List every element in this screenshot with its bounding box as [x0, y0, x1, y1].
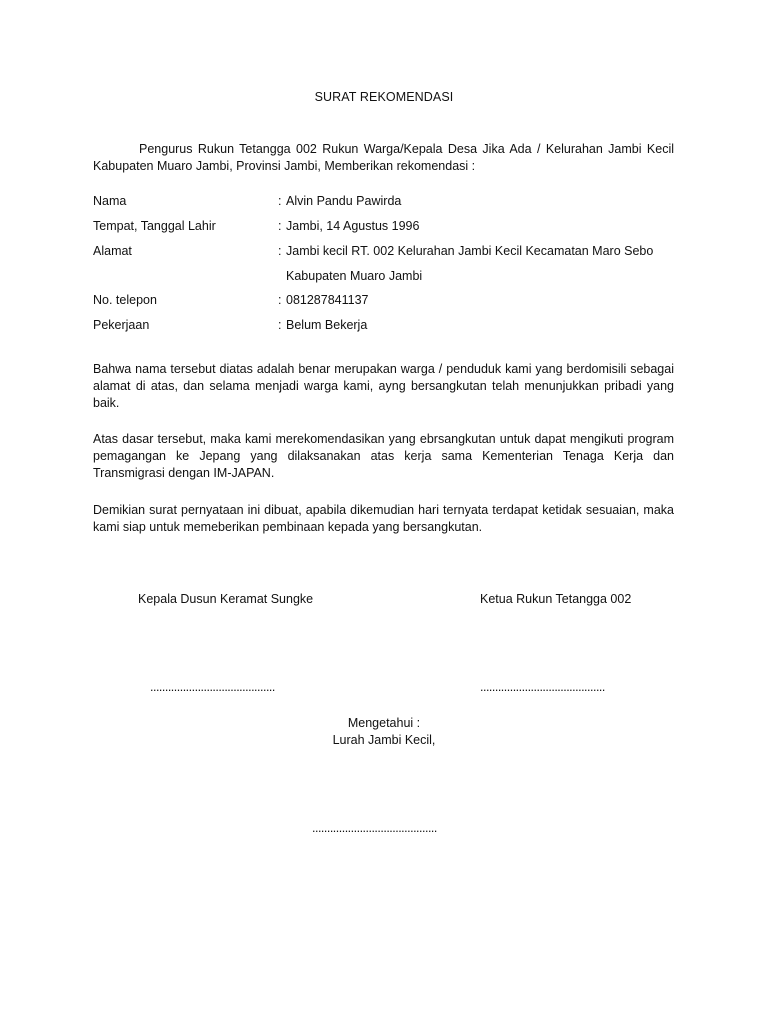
signature-line-left: .......................................... — [150, 680, 275, 694]
field-label: Tempat, Tanggal Lahir — [93, 219, 216, 233]
body-paragraph-2: Atas dasar tersebut, maka kami merekomendasikan yang ebrsangkutan untuk dapat mengikuti program pemagangan ke Jepang yang dilaksanakan atas kerja sama Kementerian Tenaga Kerja dan Transmigrasi dengan IM-JAPAN. — [93, 432, 674, 480]
field-label: Nama — [93, 194, 127, 208]
field-row-tempat-tanggal-lahir — [93, 218, 674, 235]
acknowledge-label: Mengetahui : — [347, 716, 421, 730]
body-paragraph-3: Demikian surat pernyataan ini dibuat, apabila dikemudian hari ternyata terdapat ketidak sesuaian, maka kami siap untuk memeberikan pembinaan kepada yang bersangkutan. — [93, 503, 674, 534]
field-colon: : — [278, 318, 282, 332]
field-colon: : — [278, 194, 282, 208]
field-label: No. telepon — [93, 293, 157, 307]
field-colon: : — [278, 293, 282, 307]
field-value-continuation: Kabupaten Muaro Jambi — [286, 269, 423, 283]
signature-line-bottom: .......................................... — [312, 821, 437, 835]
field-value: Belum Bekerja — [286, 318, 368, 332]
field-row-nama — [93, 193, 674, 210]
field-value: 081287841137 — [286, 293, 369, 307]
field-label: Alamat — [93, 244, 132, 258]
field-row-pekerjaan — [93, 317, 674, 334]
signature-title-right: Ketua Rukun Tetangga 002 — [480, 592, 632, 606]
signature-line-right: .......................................... — [480, 680, 605, 694]
field-colon: : — [278, 244, 282, 258]
signature-title-bottom: Lurah Jambi Kecil, — [332, 733, 436, 747]
intro-paragraph: Pengurus Rukun Tetangga 002 Rukun Warga/Kepala Desa Jika Ada / Kelurahan Jambi Kecil Kabupaten Muaro Jambi, Provinsi Jambi, Memberikan rekomendasi : — [93, 142, 674, 173]
field-value: Jambi kecil RT. 002 Kelurahan Jambi Kecil Kecamatan Maro Sebo — [286, 244, 654, 258]
field-row-alamat — [93, 243, 674, 260]
field-row-no-telepon — [93, 292, 674, 309]
body-paragraph-1: Bahwa nama tersebut diatas adalah benar merupakan warga / penduduk kami yang berdomisili sebagai alamat di atas, dan selama menjadi warga kami, ayng bersangkutan telah menunjukkan pribadi yang baik. — [93, 362, 674, 410]
field-colon: : — [278, 219, 282, 233]
letter-title: SURAT REKOMENDASI — [314, 90, 454, 104]
field-label: Pekerjaan — [93, 318, 150, 332]
signature-title-left: Kepala Dusun Keramat Sungke — [138, 592, 314, 606]
field-value: Jambi, 14 Agustus 1996 — [286, 219, 420, 233]
field-value: Alvin Pandu Pawirda — [286, 194, 402, 208]
